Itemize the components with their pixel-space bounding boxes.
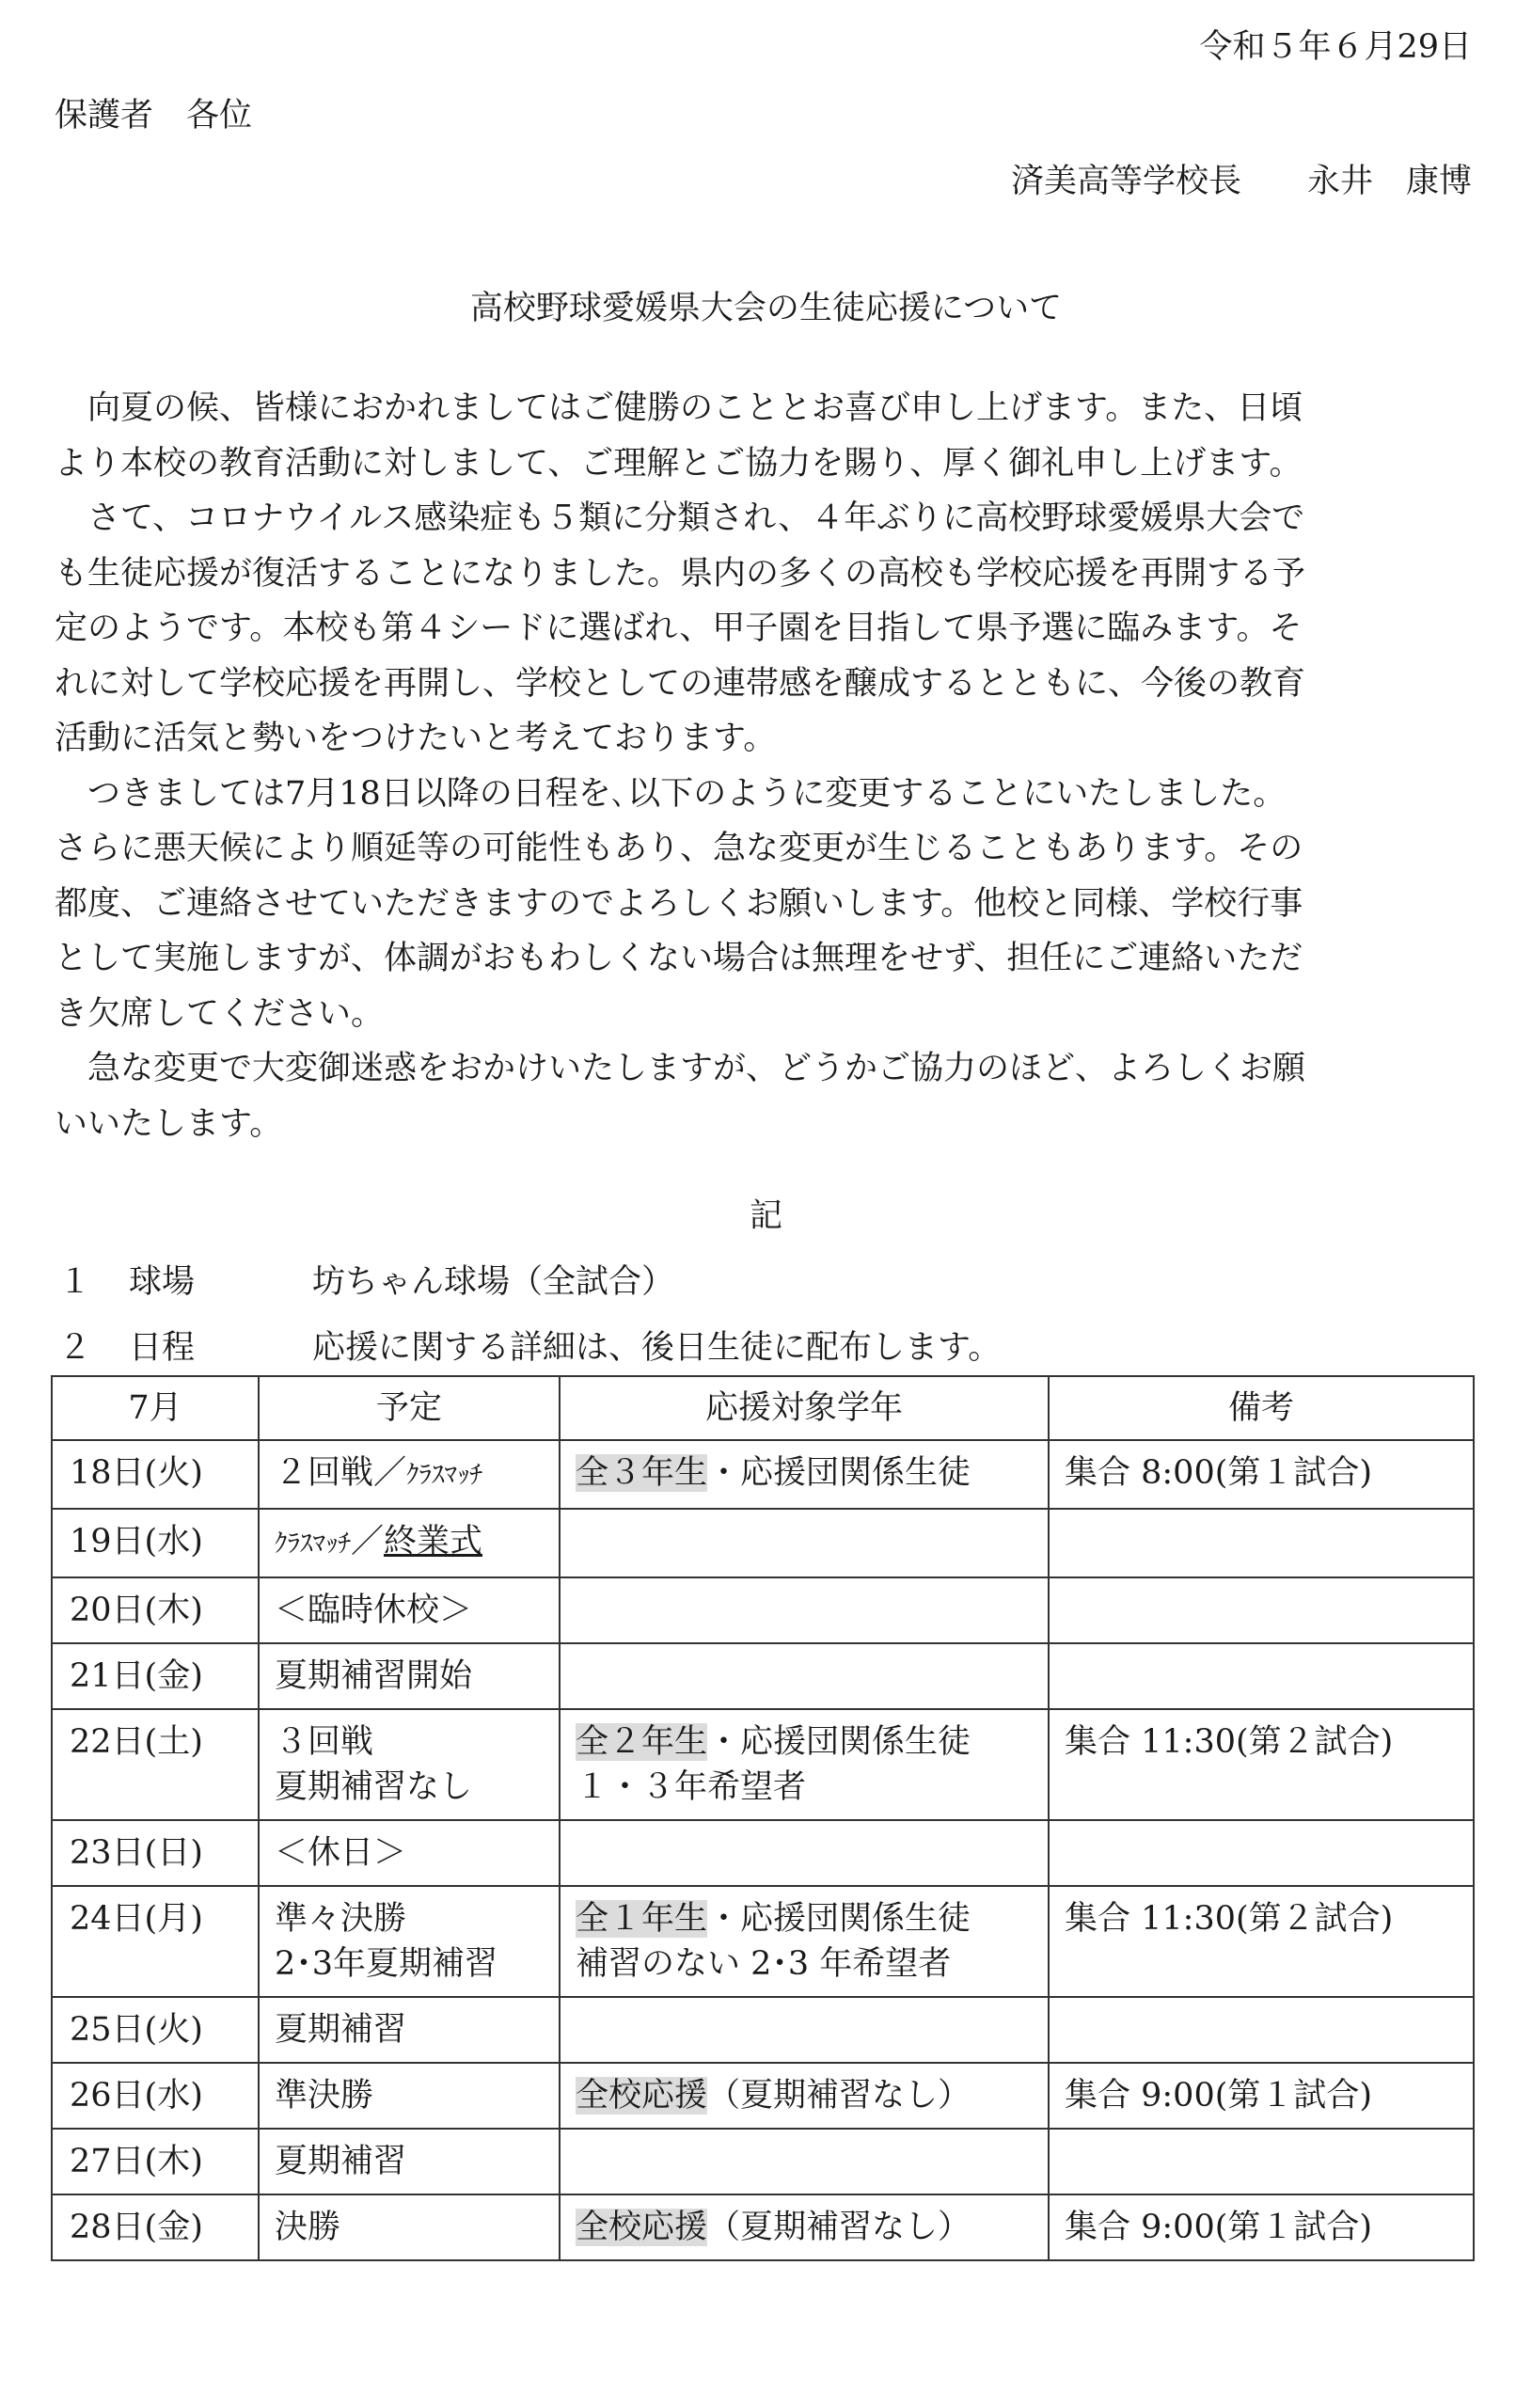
table-header-row	[52, 1376, 1474, 1440]
cell-target	[560, 2129, 1049, 2194]
cell-plan	[259, 1509, 560, 1577]
recipient: 保護者 各位	[55, 97, 253, 135]
table-row	[52, 1643, 1474, 1709]
item-number: １	[58, 1263, 92, 1301]
body-line: 都度、ご連絡させていただきますのでよろしくお願いします。他校と同様、学校行事	[55, 884, 1303, 923]
item-text: 応援に関する詳細は、後日生徒に配布します。	[312, 1329, 1002, 1367]
plan-text: ２回戦／	[275, 1454, 407, 1492]
header-date: 7月	[52, 1376, 259, 1440]
header-note: 備考	[1049, 1376, 1474, 1440]
table-row	[52, 1577, 1474, 1643]
header-target: 応援対象学年	[560, 1376, 1049, 1440]
item-schedule	[58, 1322, 1001, 1369]
cell-target	[560, 1997, 1049, 2063]
target-highlight: 全校応援	[576, 2209, 708, 2246]
cell-date: 26日(水)	[52, 2063, 259, 2129]
cell-note	[1049, 1577, 1474, 1643]
target-text: ・応援団関係生徒	[707, 1900, 971, 1938]
cell-date: 27日(木)	[52, 2129, 259, 2194]
cell-date: 24日(月)	[52, 1886, 259, 1997]
cell-note: 集合 11:30(第２試合)	[1049, 1886, 1474, 1997]
table-row	[52, 2063, 1474, 2129]
target-text: ・応援団関係生徒	[707, 1454, 971, 1492]
table-row	[52, 1509, 1474, 1577]
cell-note	[1049, 1643, 1474, 1709]
body-line: 急な変更で大変御迷惑をおかけいたしますが、どうかご協力のほど、よろしくお願	[55, 1050, 1306, 1087]
plan-text-underlined: 終業式	[384, 1523, 483, 1560]
target-highlight: 全１年生	[576, 1900, 708, 1938]
cell-date: 22日(土)	[52, 1709, 259, 1820]
body-line: として実施しますが、体調がおもわしくない場合は無理をせず、担任にご連絡いただ	[55, 940, 1303, 977]
cell-plan: ＜休日＞	[259, 1820, 560, 1886]
cell-plan: 準決勝	[259, 2063, 560, 2129]
cell-date: 20日(木)	[52, 1577, 259, 1643]
target-text: １・３年希望者	[576, 1768, 807, 1806]
cell-plan: ＜臨時休校＞	[259, 1577, 560, 1643]
schedule-table	[51, 1375, 1475, 2261]
body-line: き欠席してください。	[55, 994, 385, 1033]
cell-plan: 決勝	[259, 2194, 560, 2260]
cell-target	[560, 1577, 1049, 1643]
cell-plan: 夏期補習開始	[259, 1643, 560, 1709]
cell-note	[1049, 2129, 1474, 2194]
plan-text: 夏期補習なし	[275, 1768, 473, 1806]
cell-note: 集合 11:30(第２試合)	[1049, 1709, 1474, 1820]
target-text: （夏期補習なし）	[707, 2077, 971, 2115]
table-row	[52, 1709, 1474, 1820]
cell-date: 28日(金)	[52, 2194, 259, 2260]
target-highlight: 全校応援	[576, 2077, 708, 2115]
cell-note	[1049, 1997, 1474, 2063]
target-highlight: 全３年生	[576, 1454, 708, 1492]
plan-text: ／	[351, 1523, 385, 1560]
body-line: 定のようです。本校も第４シードに選ばれ、甲子園を目指して県予選に臨みます。そ	[55, 610, 1303, 647]
table-row	[52, 1997, 1474, 2063]
target-text: （夏期補習なし）	[707, 2209, 971, 2246]
cell-note: 集合 9:00(第１試合)	[1049, 2063, 1474, 2129]
cell-note	[1049, 1820, 1474, 1886]
target-text: ・応援団関係生徒	[707, 1723, 971, 1761]
cell-date: 18日(火)	[52, 1440, 259, 1509]
body-line: いいたします。	[55, 1104, 283, 1143]
cell-note	[1049, 1509, 1474, 1577]
cell-target	[560, 1440, 1049, 1509]
cell-note: 集合 8:00(第１試合)	[1049, 1440, 1474, 1509]
item-text: 坊ちゃん球場（全試合）	[312, 1263, 675, 1301]
cell-plan	[259, 1709, 560, 1820]
cell-target	[560, 1886, 1049, 1997]
item-stadium	[58, 1256, 674, 1303]
cell-plan	[259, 1440, 560, 1509]
plan-text: 準々決勝	[275, 1900, 407, 1938]
table-row	[52, 2129, 1474, 2194]
cell-target	[560, 1709, 1049, 1820]
table-row	[52, 1820, 1474, 1886]
cell-date: 25日(火)	[52, 1997, 259, 2063]
plan-text: ３回戦	[275, 1723, 374, 1761]
cell-plan	[259, 1886, 560, 1997]
plan-text: 2･3年夏期補習	[275, 1945, 498, 1983]
item-label: 球場	[129, 1263, 196, 1301]
ki-heading: 記	[749, 1197, 782, 1235]
sender: 済美高等学校長 永井 康博	[1010, 163, 1472, 200]
letter-body	[55, 381, 1475, 1151]
cell-target	[560, 1820, 1049, 1886]
table-row	[52, 2194, 1474, 2260]
table-row	[52, 1440, 1474, 1509]
body-line: つきましては7月18日以降の日程を､以下のように変更することにいたしました。	[55, 774, 1287, 813]
body-line: も生徒応援が復活することになりました。県内の多くの高校も学校応援を再開する予	[55, 554, 1306, 593]
cell-date: 23日(日)	[52, 1820, 259, 1886]
target-text: 補習のない 2･3 年希望者	[576, 1945, 952, 1983]
item-label: 日程	[129, 1329, 196, 1367]
body-line: 活動に活気と勢いをつけたいと考えております。	[55, 720, 777, 757]
cell-plan: 夏期補習	[259, 2129, 560, 2194]
cell-target	[560, 1509, 1049, 1577]
cell-target	[560, 1643, 1049, 1709]
body-line: 向夏の候、皆様におかれましてはご健勝のこととお喜び申し上げます。また、日頃	[55, 389, 1303, 427]
cell-target	[560, 2194, 1049, 2260]
cell-note: 集合 9:00(第１試合)	[1049, 2194, 1474, 2260]
letter-date: 令和５年６月29日	[1199, 28, 1472, 66]
body-line: より本校の教育活動に対しまして、ご理解とご協力を賜り、厚く御礼申し上げます。	[55, 444, 1303, 483]
plan-text: ｸﾗｽﾏｯﾁ	[275, 1529, 351, 1559]
cell-date: 19日(水)	[52, 1509, 259, 1577]
body-line: さて、コロナウイルス感染症も５類に分類され、４年ぶりに高校野球愛媛県大会で	[55, 499, 1305, 537]
cell-date: 21日(金)	[52, 1643, 259, 1709]
plan-text: ｸﾗｽﾏｯﾁ	[406, 1461, 483, 1490]
body-line: さらに悪天候により順延等の可能性もあり、急な変更が生じることもあります。その	[55, 830, 1303, 867]
target-highlight: 全２年生	[576, 1723, 708, 1761]
item-number: ２	[58, 1329, 92, 1367]
cell-target	[560, 2063, 1049, 2129]
body-line: れに対して学校応援を再開し、学校としての連帯感を醸成するとともに、今後の教育	[55, 664, 1306, 703]
header-plan: 予定	[259, 1376, 560, 1440]
cell-plan: 夏期補習	[259, 1997, 560, 2063]
table-row	[52, 1886, 1474, 1997]
document-title: 高校野球愛媛県大会の生徒応援について	[469, 290, 1063, 327]
